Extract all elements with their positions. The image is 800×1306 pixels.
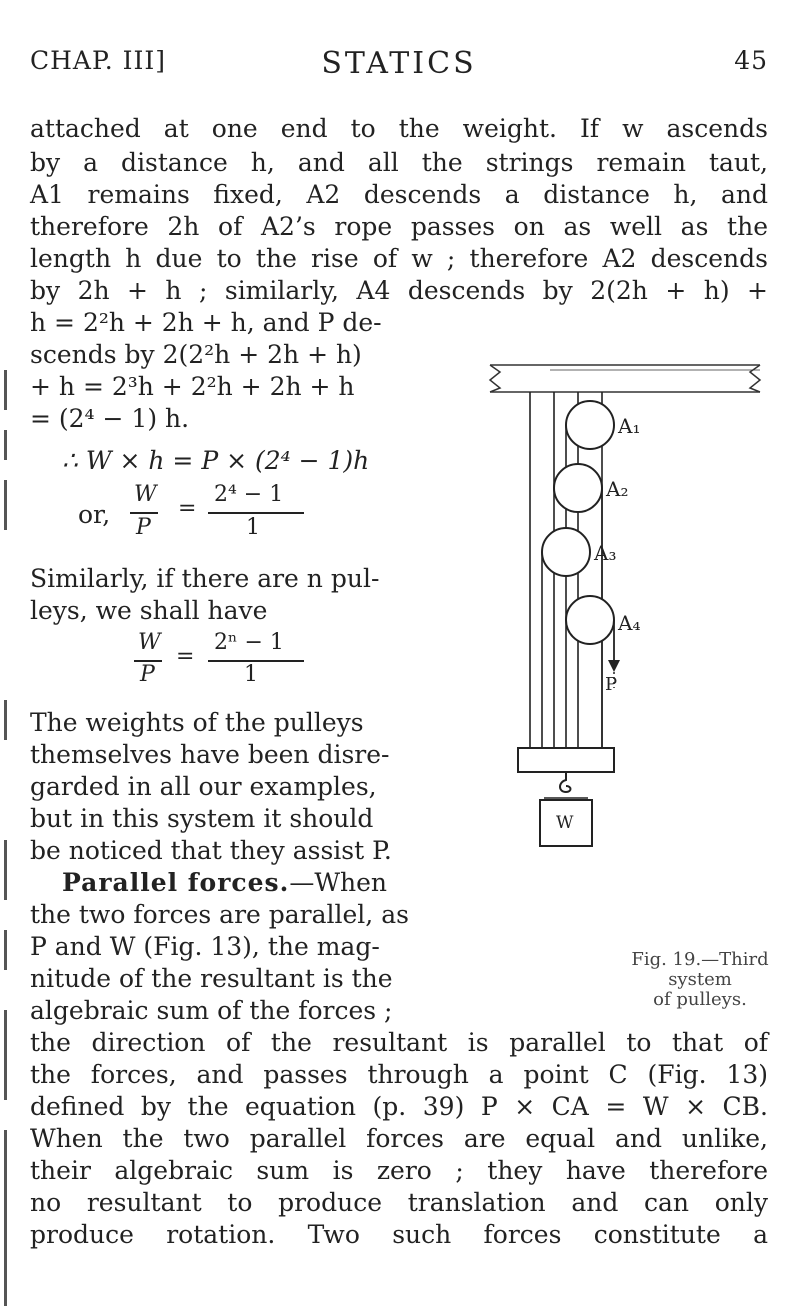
eq-equals: =: [176, 644, 195, 669]
label-w: W: [556, 813, 574, 833]
text-line: Similarly, if there are n pul-: [30, 564, 380, 593]
fraction-bar: [208, 512, 304, 514]
eq-equals: =: [178, 496, 197, 521]
text-line: themselves have been disre-: [30, 740, 390, 769]
chapter-label: CHAP. III]: [30, 46, 167, 75]
text-line: by a distance h, and all the strings remain taut,: [30, 148, 768, 177]
text-line: be noticed that they assist P.: [30, 836, 392, 865]
text-line: by 2h + h ; similarly, A4 descends by 2(2h + h) +: [30, 276, 768, 305]
label-p: P: [605, 674, 618, 695]
fraction-bar: [130, 512, 158, 514]
text-line: attached at one end to the weight. If w ascends: [30, 114, 768, 143]
pulley-diagram: [460, 360, 780, 850]
text-line: algebraic sum of the forces ;: [30, 996, 393, 1025]
running-header: [30, 46, 768, 86]
eq-numerator-right: 2⁴ − 1: [214, 482, 284, 507]
caption-line: Fig. 19.—Third system: [631, 949, 769, 990]
text-line: = (2⁴ − 1) h.: [30, 404, 190, 433]
text-line: length h due to the rise of w ; therefore A2 descends: [30, 244, 768, 273]
binding-shadow: [4, 370, 12, 1306]
weight-bar: [518, 748, 614, 772]
eq-numerator-left: W: [134, 482, 157, 507]
text-line: their algebraic sum is zero ; they have therefore: [30, 1156, 768, 1185]
text-line: A1 remains fixed, A2 descends a distance h, and: [30, 180, 768, 209]
caption-line: of pulleys.: [653, 989, 747, 1010]
section-heading: Parallel forces.: [62, 868, 290, 897]
section-title: STATICS: [321, 46, 477, 81]
label-a4: A₄: [618, 611, 641, 635]
label-a1: A₁: [618, 414, 641, 438]
hook-icon: [560, 772, 571, 792]
text-line: but in this system it should: [30, 804, 374, 833]
text-line: defined by the equation (p. 39) P × CA = W × CB.: [30, 1092, 768, 1121]
text-line: P and W (Fig. 13), the mag-: [30, 932, 380, 961]
label-a2: A₂: [606, 477, 629, 501]
text-line: nitude of the resultant is the: [30, 964, 393, 993]
text-line: the two forces are parallel, as: [30, 900, 409, 929]
eq-denominator-right: 1: [244, 662, 258, 687]
text-line: scends by 2(2²h + 2h + h): [30, 340, 362, 369]
text-line: leys, we shall have: [30, 596, 268, 625]
text-line: therefore 2h of A2’s rope passes on as well as the: [30, 212, 768, 241]
figure-caption: [600, 950, 800, 1010]
ceiling-beam: [490, 365, 760, 392]
text-line: + h = 2³h + 2²h + 2h + h: [30, 372, 355, 401]
text-line: produce rotation. Two such forces constitute a: [30, 1220, 768, 1249]
text-line: the forces, and passes through a point C (Fig. 13): [30, 1060, 768, 1089]
page-number: 45: [734, 46, 768, 75]
eq-numerator-right: 2ⁿ − 1: [214, 630, 284, 655]
heading-continuation: —When: [289, 868, 388, 897]
equation-line: ∴ W × h = P × (2⁴ − 1)h: [62, 446, 370, 475]
eq-denominator-right: 1: [246, 515, 260, 540]
eq-denominator-left: P: [140, 662, 155, 687]
eq-numerator-left: W: [138, 630, 161, 655]
text-line: When the two parallel forces are equal and unlike,: [30, 1124, 768, 1153]
text-line-heading: [62, 868, 387, 898]
text-line: the direction of the resultant is parallel to that of: [30, 1028, 768, 1057]
text-line: The weights of the pulleys: [30, 708, 364, 737]
text-line: h = 2²h + 2h + h, and P de-: [30, 308, 382, 337]
eq-denominator-left: P: [136, 515, 151, 540]
label-a3: A₃: [594, 541, 617, 565]
text-line: no resultant to produce translation and can only: [30, 1188, 768, 1217]
eq-prefix: or,: [78, 500, 111, 529]
text-line: garded in all our examples,: [30, 772, 377, 801]
